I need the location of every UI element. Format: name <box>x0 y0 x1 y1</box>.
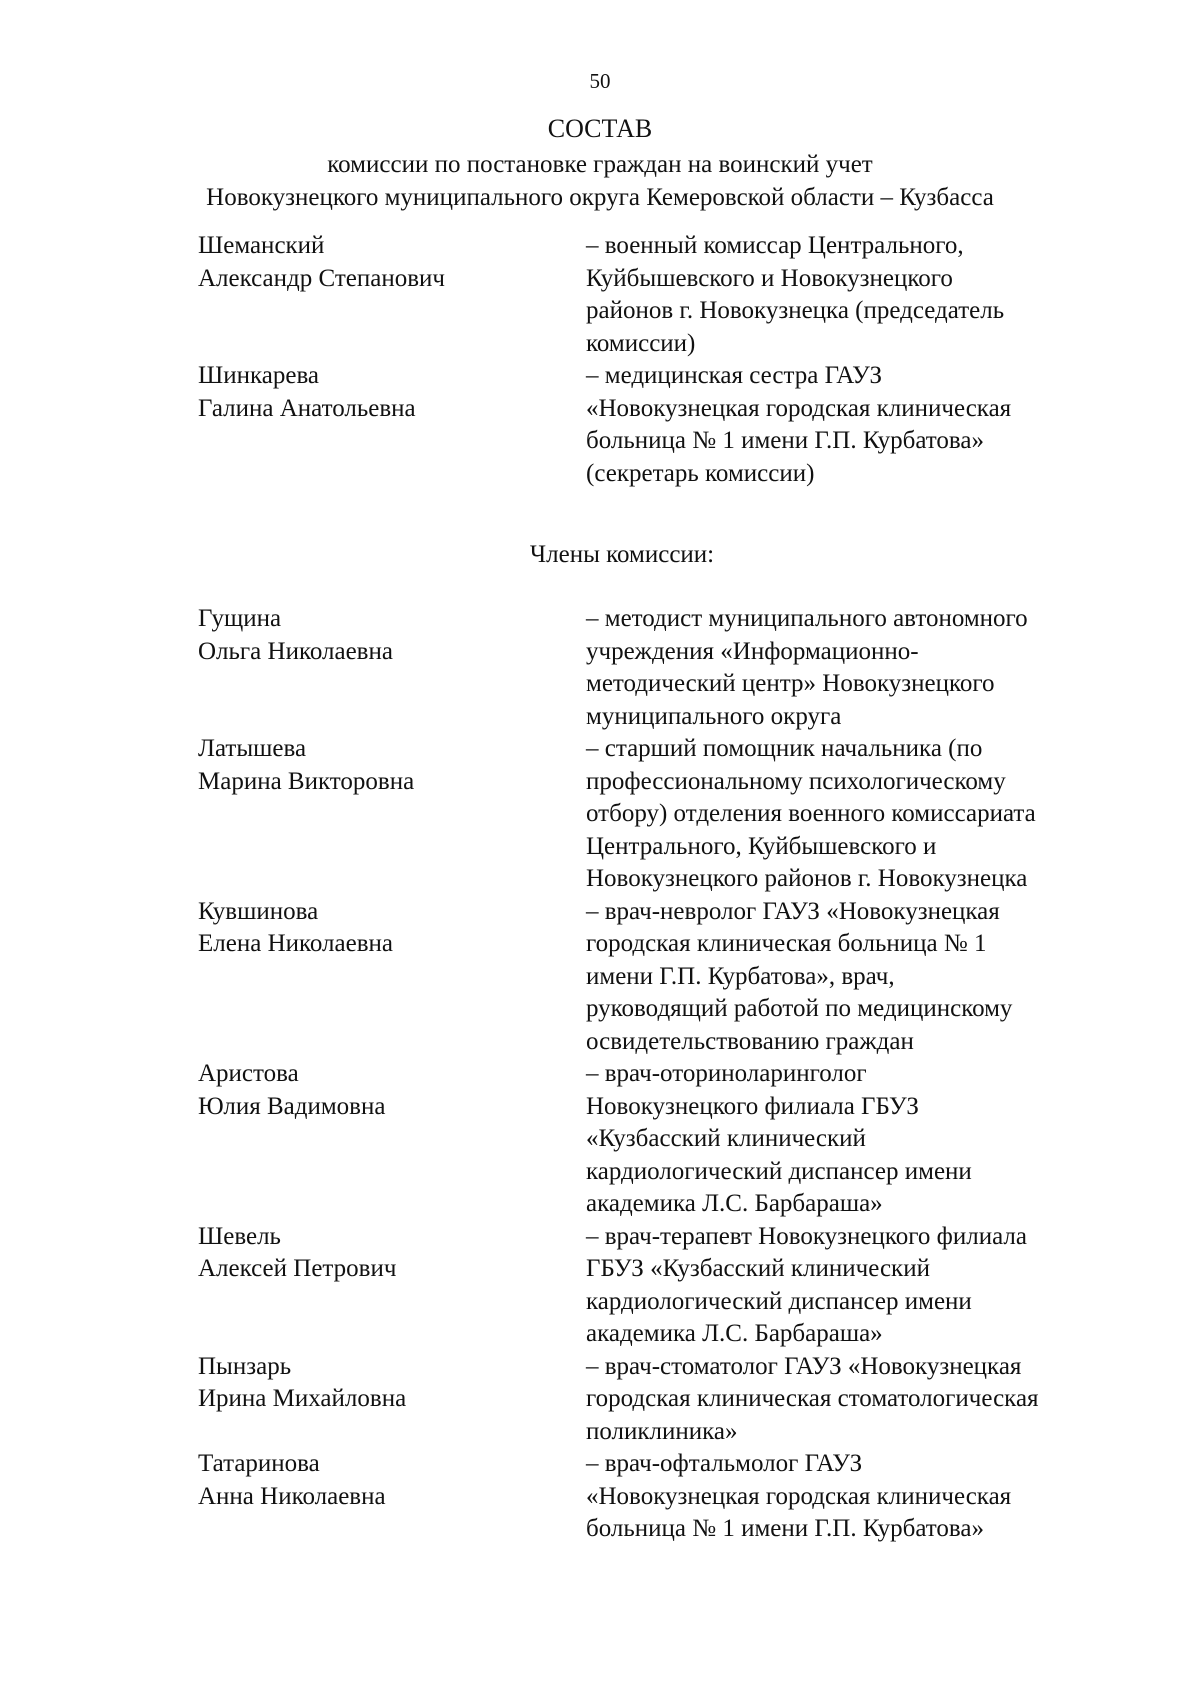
person-surname: Пынзарь <box>198 1352 292 1380</box>
person-surname: Татаринова <box>198 1450 320 1477</box>
person-role: – врач-офтальмолог ГАУЗ «Новокузнецкая городская клиническая больница № 1 имени Г.П. Курбатова» <box>586 1450 1012 1542</box>
page-number: 50 <box>589 69 611 93</box>
person-given-name: Александр Степанович <box>198 264 445 292</box>
members-list <box>198 603 1118 1546</box>
document-subtitle <box>0 148 1200 214</box>
person-surname: Кувшинова <box>198 897 319 925</box>
list-item <box>198 1221 1118 1351</box>
person-given-name: Ирина Михайловна <box>198 1385 407 1412</box>
person-role: – военный комиссар Центрального, Куйбышевского и Новокузнецкого районов г. Новокузнецка (председатель комиссии) <box>586 232 1005 357</box>
person-name <box>198 360 586 490</box>
subtitle-line: Новокузнецкого муниципального округа Кемеровской области – Кузбасса <box>206 184 994 211</box>
list-item <box>198 733 1118 896</box>
person-surname: Шевель <box>198 1222 281 1250</box>
person-surname: Шинкарева <box>198 362 320 389</box>
person-name <box>198 603 586 733</box>
person-given-name: Юлия Вадимовна <box>198 1092 386 1120</box>
person-name <box>198 1448 586 1546</box>
person-role: – методист муниципального автономного учреждения «Информационно- методический центр» Новокузнецкого муниципального округа <box>586 605 1028 730</box>
person-surname: Латышева <box>198 735 307 762</box>
person-given-name: Галина Анатольевна <box>198 394 416 422</box>
person-surname: Аристова <box>198 1060 299 1087</box>
person-role: – старший помощник начальника (по профессиональному психологическому отбору) отделения военного комиссариата Центрального, Куйбышевского и Новокузнецкого районов г. Новокузнецка <box>586 735 1036 892</box>
person-given-name: Елена Николаевна <box>198 930 393 957</box>
list-item <box>198 1058 1118 1221</box>
person-role: – медицинская сестра ГАУЗ «Новокузнецкая городская клиническая больница № 1 имени Г.П. Курбатова» (секретарь комиссии) <box>586 362 1012 487</box>
person-name <box>198 230 586 360</box>
list-item <box>198 1448 1118 1546</box>
person-name <box>198 1351 586 1449</box>
person-given-name: Анна Николаевна <box>198 1482 386 1510</box>
person-surname: Шеманский <box>198 232 325 259</box>
list-item <box>198 360 1118 490</box>
person-given-name: Ольга Николаевна <box>198 637 393 665</box>
list-item <box>198 603 1118 733</box>
person-role: – врач-оториноларинголог Новокузнецкого филиала ГБУЗ «Кузбасский клинический кардиологический диспансер имени академика Л.С. Барбараша» <box>586 1060 972 1217</box>
person-given-name: Марина Викторовна <box>198 767 415 795</box>
leadership-list <box>198 230 1118 490</box>
person-role: – врач-невролог ГАУЗ «Новокузнецкая городская клиническая больница № 1 имени Г.П. Курбатова», врач, руководящий работой по медицинскому освидетельствованию граждан <box>586 897 1013 1055</box>
person-surname: Гущина <box>198 605 282 632</box>
list-item <box>198 1351 1118 1449</box>
person-name <box>198 1058 586 1221</box>
person-name <box>198 896 586 1059</box>
list-item <box>198 896 1118 1059</box>
subtitle-line: комиссии по постановке граждан на воинский учет <box>327 151 873 178</box>
person-role: – врач-стоматолог ГАУЗ «Новокузнецкая городская клиническая стоматологическая поликлиника» <box>586 1352 1039 1445</box>
person-name <box>198 733 586 896</box>
person-name <box>198 1221 586 1351</box>
person-role: – врач-терапевт Новокузнецкого филиала ГБУЗ «Кузбасский клинический кардиологический диспансер имени академика Л.С. Барбараша» <box>586 1222 1027 1347</box>
document-title: СОСТАВ <box>547 114 653 143</box>
person-given-name: Алексей Петрович <box>198 1255 397 1282</box>
list-item <box>198 230 1118 360</box>
members-heading: Члены комиссии: <box>529 541 715 568</box>
